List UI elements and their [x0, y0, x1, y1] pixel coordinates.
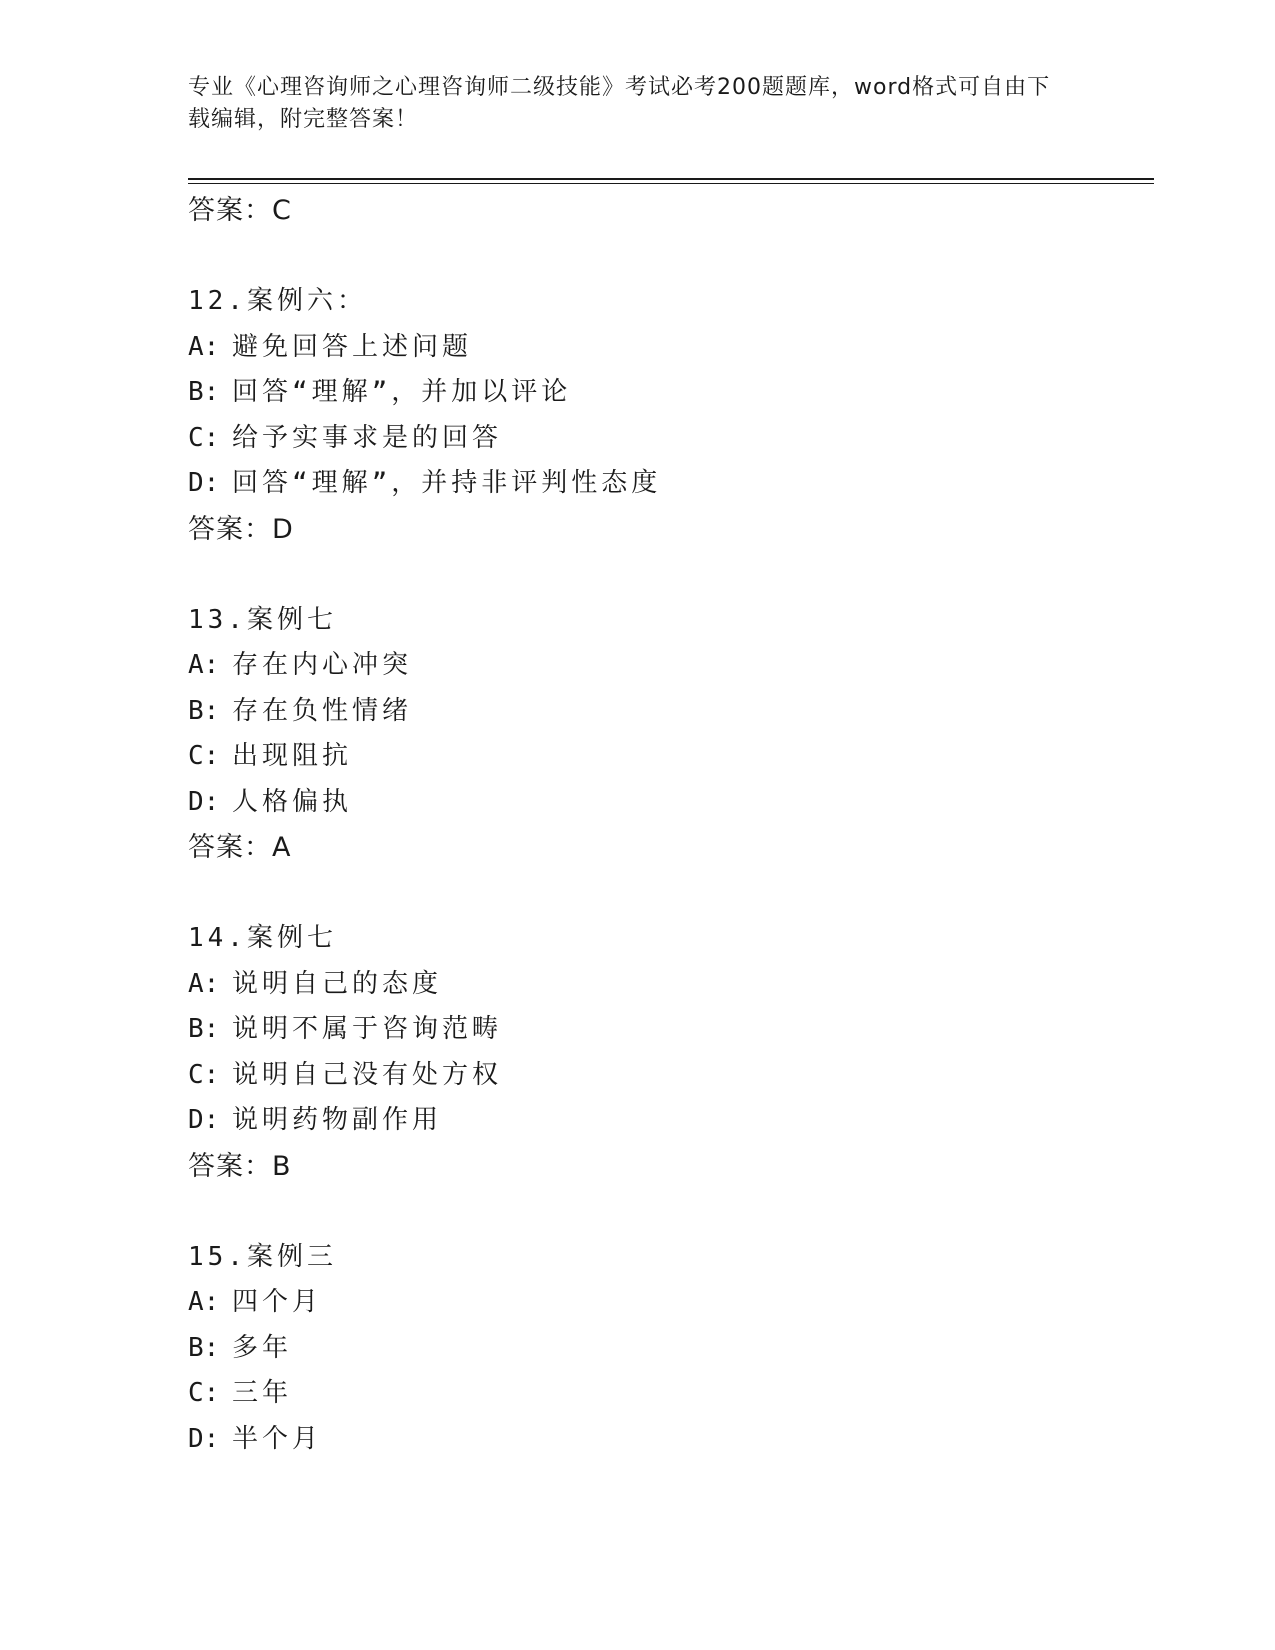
question-title: 12.案例六：: [188, 286, 367, 316]
question-list: [188, 188, 1148, 1462]
option-b: [188, 370, 1148, 416]
option-text: 人格偏执: [232, 786, 353, 817]
question-block: [188, 1235, 1148, 1463]
option-letter: A:: [188, 968, 220, 999]
option-c: [188, 734, 1148, 780]
option-text: 避免回答上述问题: [232, 331, 473, 362]
option-text: 说明自己的态度: [232, 968, 443, 999]
question-block: [188, 916, 1148, 1190]
option-text: 出现阻抗: [232, 741, 353, 771]
option-text: 说明药物副作用: [232, 1105, 443, 1135]
question-title: 13.案例七: [188, 604, 337, 635]
option-letter: C:: [188, 422, 220, 453]
option-letter: A:: [188, 331, 220, 362]
option-c: [188, 1371, 1148, 1417]
option-d: [188, 1417, 1148, 1463]
option-letter: B:: [188, 377, 220, 407]
option-b: [188, 1007, 1148, 1053]
option-d: [188, 1098, 1148, 1144]
option-text: 半个月: [232, 1423, 323, 1454]
option-text: 回答“理解”，并持非评判性态度: [232, 468, 662, 498]
option-letter: D:: [188, 468, 220, 498]
option-d: [188, 461, 1148, 507]
option-letter: D:: [188, 1423, 220, 1454]
option-letter: C:: [188, 1059, 220, 1090]
answer-line: 答案：B: [188, 1150, 292, 1182]
option-text: 存在负性情绪: [232, 695, 413, 726]
answer-line: 答案：A: [188, 832, 292, 863]
option-b: [188, 689, 1148, 735]
option-letter: C:: [188, 1378, 220, 1408]
option-letter: D:: [188, 786, 220, 817]
option-a: [188, 962, 1148, 1008]
option-letter: A:: [188, 1287, 220, 1317]
answer-line: 答案：D: [188, 513, 294, 545]
option-b: [188, 1326, 1148, 1372]
answer-line: 答案：C: [188, 195, 292, 226]
option-a: [188, 1280, 1148, 1326]
option-letter: A:: [188, 650, 220, 680]
option-d: [188, 780, 1148, 826]
header-divider-thin: [188, 183, 1154, 184]
option-letter: B:: [188, 1014, 220, 1044]
option-text: 存在内心冲突: [232, 650, 413, 680]
question-title: 15.案例三: [188, 1241, 337, 1272]
option-letter: C:: [188, 741, 220, 771]
question-title: 14.案例七: [188, 923, 337, 953]
option-text: 回答“理解”，并加以评论: [232, 377, 572, 407]
option-text: 给予实事求是的回答: [232, 422, 503, 453]
question-block: [188, 279, 1148, 553]
option-a: [188, 643, 1148, 689]
option-text: 四个月: [232, 1287, 323, 1317]
option-text: 说明自己没有处方权: [232, 1059, 503, 1090]
option-text: 多年: [232, 1332, 293, 1363]
option-letter: D:: [188, 1105, 220, 1135]
option-letter: B:: [188, 1332, 220, 1363]
option-c: [188, 416, 1148, 462]
header-divider-thick: [188, 178, 1154, 180]
option-text: 说明不属于咨询范畴: [232, 1014, 503, 1044]
option-text: 三年: [232, 1378, 293, 1408]
question-block: [188, 598, 1148, 872]
document-header: 专业《心理咨询师之心理咨询师二级技能》考试必考200题题库，word格式可自由下载编辑，附完整答案！: [188, 75, 1051, 132]
option-c: [188, 1053, 1148, 1099]
option-a: [188, 325, 1148, 371]
option-letter: B:: [188, 695, 220, 726]
